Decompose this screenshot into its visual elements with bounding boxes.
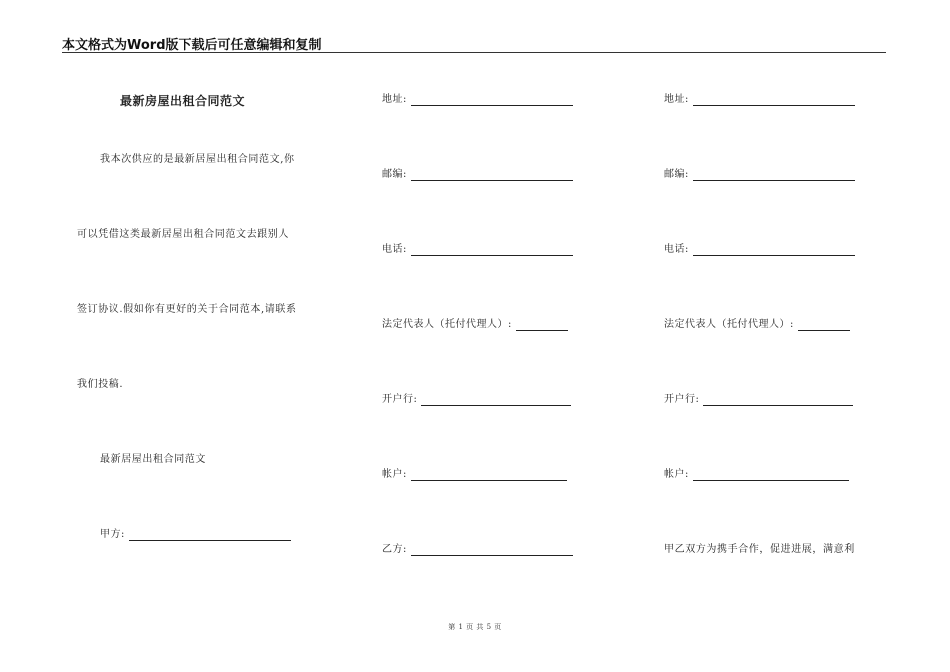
right-address-field xyxy=(664,94,855,106)
party-b-blank xyxy=(411,544,573,556)
middle-phone-field xyxy=(382,244,573,256)
middle-account-field xyxy=(382,469,567,481)
intro-line-1: 我本次供应的是最新居屋出租合同范文,你 xyxy=(100,154,295,165)
middle-bank-blank xyxy=(421,394,571,406)
middle-address-label: 地址: xyxy=(382,94,407,105)
right-address-label: 地址: xyxy=(664,94,689,105)
intro-line-3: 签订协议.假如你有更好的关于合同范本,请联系 xyxy=(77,304,297,315)
right-postcode-blank xyxy=(693,169,855,181)
right-postcode-label: 邮编: xyxy=(664,169,689,180)
party-b-field xyxy=(382,544,573,556)
middle-account-blank xyxy=(411,469,567,481)
right-bank-field xyxy=(664,394,853,406)
middle-account-label: 帐户: xyxy=(382,469,407,480)
page-header: 本文格式为Word版下载后可任意编辑和复制 xyxy=(62,38,322,53)
party-a-blank xyxy=(129,529,291,541)
middle-phone-label: 电话: xyxy=(382,244,407,255)
right-representative-label: 法定代表人（托付代理人）: xyxy=(664,319,794,330)
right-account-label: 帐户: xyxy=(664,469,689,480)
right-phone-blank xyxy=(693,244,855,256)
middle-representative-blank xyxy=(516,319,568,331)
intro-line-2: 可以凭借这类最新居屋出租合同范文去跟别人 xyxy=(77,229,289,240)
right-account-blank xyxy=(693,469,849,481)
middle-postcode-label: 邮编: xyxy=(382,169,407,180)
middle-address-field xyxy=(382,94,573,106)
party-b-label: 乙方: xyxy=(382,544,407,555)
right-postcode-field xyxy=(664,169,855,181)
middle-postcode-field xyxy=(382,169,573,181)
right-representative-blank xyxy=(798,319,850,331)
middle-bank-field xyxy=(382,394,571,406)
middle-bank-label: 开户行: xyxy=(382,394,418,405)
right-bank-label: 开户行: xyxy=(664,394,700,405)
middle-phone-blank xyxy=(411,244,573,256)
middle-representative-field xyxy=(382,319,568,331)
middle-representative-label: 法定代表人（托付代理人）: xyxy=(382,319,512,330)
right-phone-label: 电话: xyxy=(664,244,689,255)
right-address-blank xyxy=(693,94,855,106)
party-a-field xyxy=(100,529,291,541)
right-representative-field xyxy=(664,319,850,331)
middle-address-blank xyxy=(411,94,573,106)
right-bank-blank xyxy=(703,394,853,406)
right-account-field xyxy=(664,469,849,481)
intro-line-4: 我们投稿. xyxy=(77,379,124,390)
right-phone-field xyxy=(664,244,855,256)
party-a-label: 甲方: xyxy=(100,529,125,540)
contract-subtitle: 最新居屋出租合同范文 xyxy=(100,454,206,465)
document-title: 最新房屋出租合同范文 xyxy=(120,94,246,108)
page-footer: 第 1 页 共 5 页 xyxy=(448,623,502,631)
middle-postcode-blank xyxy=(411,169,573,181)
closing-line: 甲乙双方为携手合作，促进进展，满意利 xyxy=(664,544,855,555)
header-rule xyxy=(62,52,886,53)
